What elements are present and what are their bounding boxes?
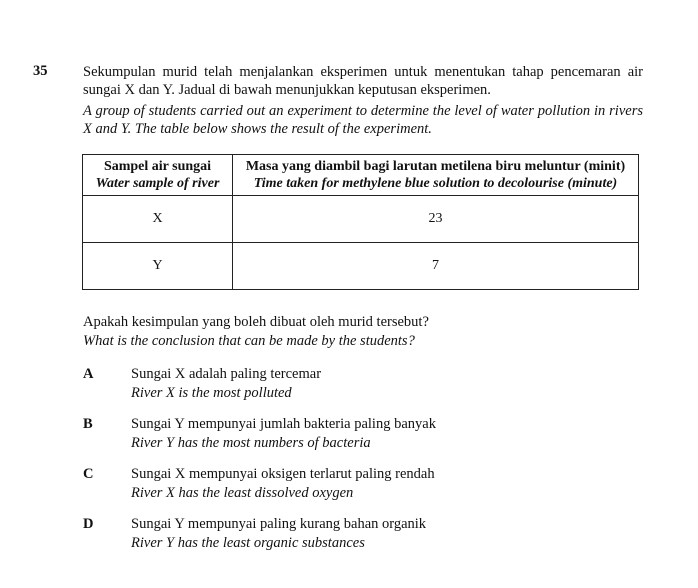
stem-english: A group of students carried out an experiment to determine the level of water pollution in rivers X and Y. The table below shows the result of the experiment. — [83, 103, 643, 137]
header-water-sample-en: Water sample of river — [95, 176, 220, 191]
cell-time: 23 — [233, 196, 639, 243]
option-letter: B — [83, 416, 93, 432]
question-stem — [83, 63, 643, 138]
table-row — [83, 196, 639, 243]
option-d[interactable] — [83, 515, 643, 553]
cell-time: 7 — [233, 243, 639, 290]
stem-malay: Sekumpulan murid telah menjalankan eksperimen untuk menentukan tahap pencemaran air sungai X dan Y. Jadual di bawah menunjukkan keputusan eksperimen. — [83, 64, 643, 98]
table-row — [83, 243, 639, 290]
prompt-malay: Apakah kesimpulan yang boleh dibuat oleh murid tersebut? — [83, 314, 429, 330]
option-text-ms: Sungai Y mempunyai paling kurang bahan organik — [131, 516, 427, 532]
header-time-taken-en: Time taken for methylene blue solution to decolourise (minute) — [253, 176, 618, 191]
option-b[interactable] — [83, 415, 643, 453]
table-header-row — [83, 155, 639, 196]
header-time-taken — [233, 155, 639, 196]
option-letter: C — [83, 466, 94, 482]
question-prompt — [83, 313, 643, 351]
option-c[interactable] — [83, 465, 643, 503]
option-text-en: River Y has the least organic substances — [131, 535, 365, 551]
option-text-ms: Sungai Y mempunyai jumlah bakteria paling banyak — [131, 416, 436, 432]
option-text-en: River X has the least dissolved oxygen — [131, 485, 354, 501]
option-text-en: River X is the most polluted — [131, 385, 292, 401]
header-water-sample-ms: Sampel air sungai — [103, 159, 212, 174]
option-a[interactable] — [83, 365, 643, 403]
option-text-ms: Sungai X adalah paling tercemar — [131, 366, 322, 382]
cell-river: X — [83, 196, 233, 243]
option-letter: A — [83, 366, 94, 382]
prompt-english: What is the conclusion that can be made by the students? — [83, 333, 415, 349]
header-time-taken-ms: Masa yang diambil bagi larutan metilena biru meluntur (minit) — [245, 159, 626, 174]
option-text-en: River Y has the most numbers of bacteria — [131, 435, 371, 451]
option-letter: D — [83, 516, 94, 532]
option-text-ms: Sungai X mempunyai oksigen terlarut paling rendah — [131, 466, 435, 482]
cell-river: Y — [83, 243, 233, 290]
header-water-sample — [83, 155, 233, 196]
results-table — [82, 154, 639, 290]
question-number: 35 — [33, 63, 48, 79]
